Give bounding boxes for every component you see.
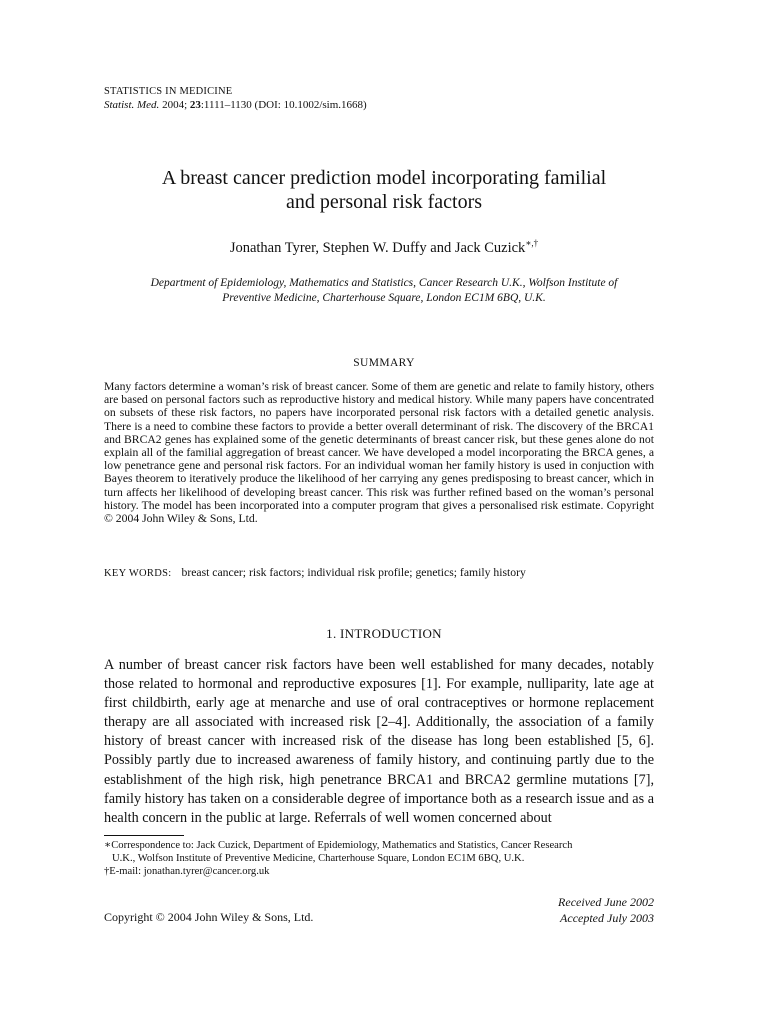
footnote-correspondence-line-2: U.K., Wolfson Institute of Preventive Medicine, Charterhouse Square, London EC1M 6BQ, U.K.	[112, 853, 525, 864]
paper-title-line-2: and personal risk factors	[285, 191, 483, 213]
paper-title	[104, 166, 664, 214]
copyright-notice: Copyright © 2004 John Wiley & Sons, Ltd.	[104, 910, 314, 924]
author-footnote-marks: ∗,†	[525, 238, 539, 248]
footnote-correspondence-line-1: ∗Correspondence to: Jack Cuzick, Department of Epidemiology, Mathematics and Statistics, Cancer Research	[104, 840, 573, 851]
footnote-divider	[104, 835, 184, 836]
footnotes	[104, 839, 664, 878]
citation-line	[104, 99, 367, 111]
journal-abbrev: Statist. Med.	[104, 99, 160, 111]
affiliation-line-1: Department of Epidemiology, Mathematics and Statistics, Cancer Research U.K., Wolfson Institute of	[150, 277, 618, 289]
accepted-date: Accepted July 2003	[560, 911, 654, 925]
author-names: Jonathan Tyrer, Stephen W. Duffy and Jack Cuzick	[229, 239, 526, 256]
keywords	[104, 566, 664, 579]
affiliation-line-2: Preventive Medicine, Charterhouse Square, London EC1M 6BQ, U.K.	[222, 292, 546, 304]
received-date: Received June 2002	[558, 895, 654, 909]
citation-volume: 23	[189, 99, 201, 111]
citation-year: 2004;	[162, 99, 188, 111]
keywords-label: KEY WORDS:	[104, 568, 172, 579]
section-heading-introduction: 1. INTRODUCTION	[326, 626, 442, 641]
journal-name: STATISTICS IN MEDICINE	[104, 86, 233, 97]
abstract-text: Many factors determine a woman’s risk of breast cancer. Some of them are genetic and relate to family history, others are based on personal factors such as reproductive history and medical history. While many papers have concentrated on subsets of these risk factors, no papers have incorporated personal risk factors with a detailed genetic analysis. There is a need to combine these factors to provide a better overall determinant of risk. The discovery of the BRCA1 and BRCA2 genes has explained some of the genetic determinants of breast cancer risk, but these genes alone do not explain all of the familial aggregation of breast cancer. We have developed a model incorporating the BRCA genes, a low penetrance gene and personal risk factors. For an individual woman her family history is used in conjuction with Bayes theorem to iteratively produce the likelihood of her carrying any genes predisposing to breast cancer, which in turn affects her likelihood of developing breast cancer. This risk was further refined based on the woman’s personal history. The model has been incorporated into a computer program that gives a personalised risk estimate. Copyright © 2004 John Wiley & Sons, Ltd.	[104, 380, 654, 526]
citation-pages-doi: :1111–1130 (DOI: 10.1002/sim.1668)	[200, 99, 367, 111]
received-dates	[520, 894, 654, 926]
footnote-email: †E-mail: jonathan.tyrer@cancer.org.uk	[104, 866, 270, 877]
author-list	[104, 238, 664, 257]
affiliation	[120, 276, 648, 306]
paper-title-line-1: A breast cancer prediction model incorporating familial	[161, 167, 607, 189]
introduction-text: A number of breast cancer risk factors have been well established for many decades, notably those related to hormonal and reproductive exposures [1]. For example, nulliparity, late age at first childbirth, early age at menarche and use of oral contraceptives or hormone replacement therapy are all associated with increased risk [2–4]. Additionally, the association of a family history of breast cancer with increased risk of the disease has long been established [5, 6]. Possibly partly due to increased awareness of family history, and continuing partly due to the establishment of the high risk, high penetrance BRCA1 and BRCA2 germline mutations [7], family history has taken on a considerable degree of importance both as a research issue and as a health concern in the public at large. Referrals of well women concerned about	[104, 657, 654, 826]
summary-heading: SUMMARY	[353, 357, 415, 369]
keywords-text: breast cancer; risk factors; individual risk profile; genetics; family history	[181, 566, 526, 579]
